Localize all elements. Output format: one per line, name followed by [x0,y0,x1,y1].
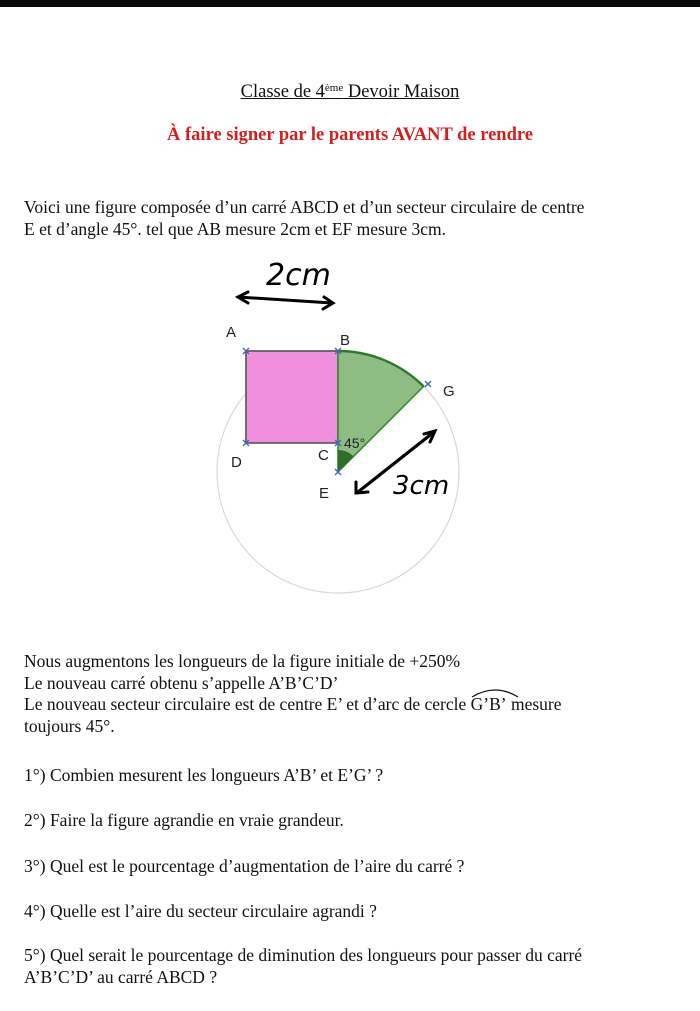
circular-sector [338,351,424,472]
enlarge-line-3: Le nouveau secteur circulaire est de centre E’ et d’arc de cercle G’B’ mesure [24,694,684,716]
arc-notation: G’B’ [471,694,507,716]
parent-signature-instruction: À faire signer par le parents AVANT de rendre [167,125,533,145]
question-3: 3°) Quel est le pourcentage d’augmentation de l’aire du carré ? [24,856,465,876]
question-5 [24,945,684,988]
top-bar [0,0,700,7]
intro-line-1: Voici une figure composée d’un carré ABCD et d’un secteur circulaire de centre [24,197,585,217]
question-5-line-2: A’B’C’D’ au carré ABCD ? [24,966,218,987]
intro-line-2: E et d’angle 45°. tel que AB mesure 2cm et EF mesure 3cm. [24,219,447,239]
label-b: B [340,332,351,349]
enlargement-paragraph [24,651,684,737]
intro-paragraph [24,196,684,240]
enlarge-line-2: Le nouveau carré obtenu s’appelle A’B’C’D’ [24,672,339,693]
page-title: Classe de 4ème Devoir Maison [240,82,460,102]
geometry-figure [200,250,500,610]
enlarge-line-4: toujours 45°. [24,715,115,736]
label-g: G [443,383,455,400]
square-abcd [246,351,338,443]
question-1: 1°) Combien mesurent les longueurs A’B’ et E’G’ ? [24,765,384,785]
handwritten-arrow-top [238,297,332,303]
label-e: E [319,485,330,502]
label-c: C [318,447,329,464]
arc-symbol-icon [469,685,521,699]
label-a: A [226,324,237,341]
enlarge-line-1: Nous augmentons les longueurs de la figure initiale de +250% [24,651,461,671]
question-4: 4°) Quelle est l’aire du secteur circulaire agrandi ? [24,901,377,921]
question-5-line-1: 5°) Quel serait le pourcentage de diminution des longueurs pour passer du carré [24,945,583,965]
handwritten-2cm: 2cm [266,258,331,293]
question-2: 2°) Faire la figure agrandie en vraie grandeur. [24,810,344,830]
figure-svg [200,250,500,610]
handwritten-3cm: 3cm [393,471,450,501]
label-d: D [231,454,242,471]
angle-label: 45° [344,435,366,451]
